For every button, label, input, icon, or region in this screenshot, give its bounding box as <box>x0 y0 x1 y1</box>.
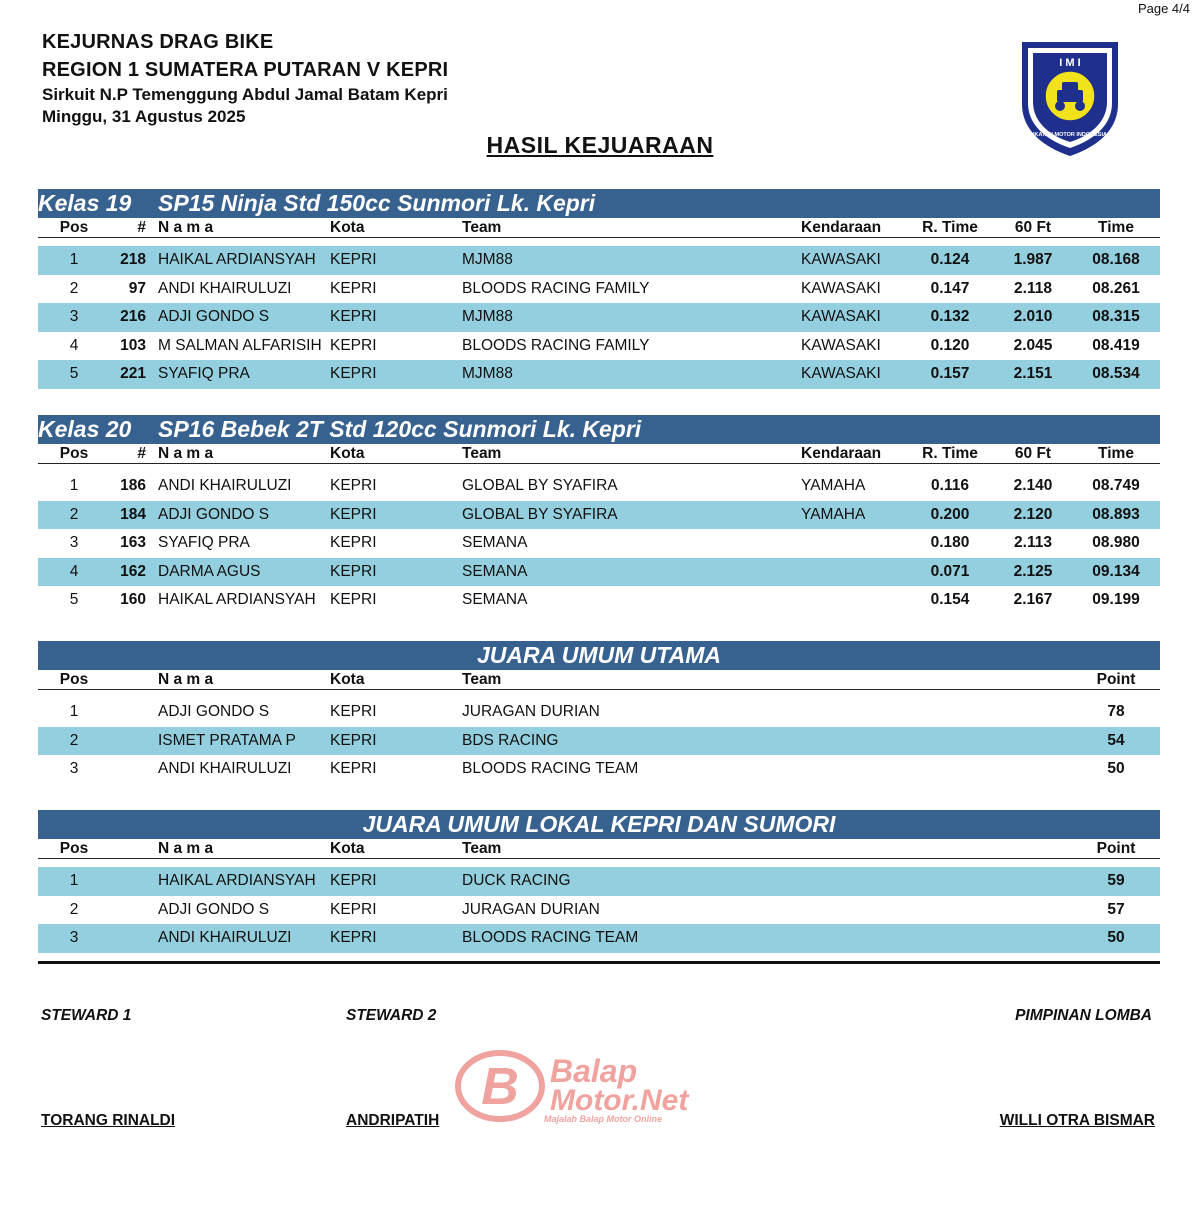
cell-nama: SYAFIQ PRA <box>158 365 250 382</box>
col-time: Time <box>1098 445 1134 462</box>
cell-time: 08.168 <box>1092 251 1140 268</box>
table-row <box>38 275 1160 304</box>
col-pos: Pos <box>59 840 89 857</box>
cell-nama: ADJI GONDO S <box>158 505 270 523</box>
table-row <box>38 360 1160 389</box>
bottom-divider <box>38 961 1160 964</box>
cell-pos: 5 <box>69 365 79 382</box>
col-number: # <box>137 219 146 236</box>
cell-team: SEMANA <box>462 534 528 551</box>
cell-60ft: 2.118 <box>1014 279 1052 297</box>
cell-number: 162 <box>120 562 146 580</box>
event-venue: Sirkuit N.P Temenggung Abdul Jamal Batam Kepri <box>42 85 448 104</box>
col-point: Point <box>1096 840 1136 857</box>
cell-kota: KEPRI <box>330 591 377 608</box>
cell-point: 50 <box>1107 929 1125 946</box>
col-pos: Pos <box>59 219 89 236</box>
cell-rtime: 0.132 <box>930 308 970 325</box>
col-60ft: 60 Ft <box>1014 219 1052 236</box>
cell-rtime: 0.124 <box>930 251 970 268</box>
watermark-line1: Balap <box>550 1053 638 1089</box>
cell-kota: KEPRI <box>330 336 377 354</box>
table-row <box>38 472 1160 501</box>
juara-umum-lokal-header <box>38 839 1160 859</box>
cell-rtime: 0.200 <box>930 505 970 523</box>
logo-ring-text: IKATAN MOTOR INDONESIA <box>1033 132 1107 138</box>
cell-kota: KEPRI <box>330 477 377 494</box>
cell-pos: 2 <box>69 731 79 749</box>
logo-top-text: I M I <box>1059 57 1081 69</box>
table-row <box>38 755 1160 784</box>
col-team: Team <box>462 840 502 857</box>
table-row <box>38 586 1160 615</box>
steward-1-label: STEWARD 1 <box>41 1007 132 1024</box>
class-19-label: Kelas 19 <box>38 190 132 216</box>
cell-nama: ADJI GONDO S <box>158 308 270 325</box>
col-team: Team <box>462 219 502 236</box>
cell-60ft: 2.120 <box>1013 505 1053 523</box>
cell-team: SEMANA <box>462 562 528 580</box>
watermark-line2: Motor.Net <box>550 1084 689 1117</box>
col-kota: Kota <box>330 445 365 462</box>
cell-nama: ADJI GONDO S <box>158 703 270 720</box>
cell-point: 78 <box>1107 703 1125 720</box>
watermark-tagline: Majalah Balap Motor Online <box>544 1114 663 1124</box>
cell-pos: 1 <box>69 477 79 494</box>
class-20-section <box>38 415 1160 615</box>
cell-pos: 4 <box>69 562 79 580</box>
class-19-name: SP15 Ninja Std 150cc Sunmori Lk. Kepri <box>158 190 596 216</box>
class-19-header <box>38 218 1160 238</box>
page-title: HASIL KEJUARAAN <box>486 132 714 158</box>
col-time: Time <box>1098 219 1134 236</box>
cell-team: GLOBAL BY SYAFIRA <box>462 505 618 523</box>
cell-kota: KEPRI <box>330 505 377 523</box>
cell-rtime: 0.120 <box>930 336 970 354</box>
cell-nama: ANDI KHAIRULUZI <box>158 760 292 777</box>
cell-60ft: 2.151 <box>1013 365 1053 382</box>
class-20-label: Kelas 20 <box>38 416 132 442</box>
cell-nama: HAIKAL ARDIANSYAH <box>158 591 316 608</box>
juara-umum-utama-title: JUARA UMUM UTAMA <box>38 641 1160 670</box>
cell-kota: KEPRI <box>330 872 377 889</box>
cell-rtime: 0.180 <box>930 534 970 551</box>
cell-time: 08.980 <box>1092 534 1140 551</box>
cell-60ft: 2.140 <box>1013 477 1053 494</box>
cell-kota: KEPRI <box>330 534 377 551</box>
cell-point: 54 <box>1107 731 1125 749</box>
cell-number: 186 <box>120 477 146 494</box>
cell-kendaraan: KAWASAKI <box>801 308 881 325</box>
cell-team: MJM88 <box>462 365 513 382</box>
col-pos: Pos <box>59 445 89 462</box>
cell-60ft: 1.987 <box>1013 251 1053 268</box>
cell-pos: 3 <box>69 308 79 325</box>
class-20-header <box>38 444 1160 464</box>
col-rtime: R. Time <box>922 219 978 236</box>
cell-time: 08.315 <box>1092 308 1140 325</box>
cell-nama: ADJI GONDO S <box>158 900 270 918</box>
col-point: Point <box>1096 671 1136 688</box>
cell-nama: ANDI KHAIRULUZI <box>158 929 292 946</box>
class-19-section <box>38 189 1160 389</box>
table-row <box>38 303 1160 332</box>
table-row <box>38 529 1160 558</box>
cell-point: 57 <box>1107 900 1125 918</box>
cell-team: BLOODS RACING FAMILY <box>462 279 650 297</box>
cell-team: JURAGAN DURIAN <box>462 703 600 720</box>
cell-pos: 2 <box>69 279 79 297</box>
steward-2-name: ANDRIPATIH <box>346 1112 440 1129</box>
cell-kendaraan: KAWASAKI <box>801 336 881 354</box>
cell-team: BLOODS RACING TEAM <box>462 929 639 946</box>
cell-nama: DARMA AGUS <box>158 562 261 580</box>
cell-number: 218 <box>120 251 146 268</box>
cell-nama: M SALMAN ALFARISIH <box>158 336 322 354</box>
col-pos: Pos <box>59 671 89 688</box>
cell-rtime: 0.071 <box>930 562 970 580</box>
event-date: Minggu, 31 Agustus 2025 <box>42 107 246 126</box>
cell-time: 09.134 <box>1092 562 1140 580</box>
table-row <box>38 246 1160 275</box>
col-nama: N a m a <box>158 219 214 236</box>
cell-kota: KEPRI <box>330 251 377 268</box>
cell-60ft: 2.010 <box>1013 308 1053 325</box>
table-row <box>38 867 1160 896</box>
cell-nama: HAIKAL ARDIANSYAH <box>158 251 316 268</box>
cell-number: 184 <box>120 505 146 523</box>
col-kota: Kota <box>330 671 365 688</box>
cell-pos: 2 <box>69 505 79 523</box>
cell-team: DUCK RACING <box>462 872 571 889</box>
pimpinan-lomba-label: PIMPINAN LOMBA <box>1015 1007 1152 1024</box>
cell-time: 09.199 <box>1092 591 1140 608</box>
cell-team: MJM88 <box>462 251 513 268</box>
cell-team: JURAGAN DURIAN <box>462 900 600 918</box>
event-region: REGION 1 SUMATERA PUTARAN V KEPRI <box>42 59 449 81</box>
cell-number: 97 <box>128 279 146 297</box>
cell-pos: 4 <box>69 336 79 354</box>
event-header <box>42 28 448 128</box>
imi-emblem-icon <box>1018 40 1122 158</box>
col-kota: Kota <box>330 840 365 857</box>
cell-kota: KEPRI <box>330 308 377 325</box>
class-20-name: SP16 Bebek 2T Std 120cc Sunmori Lk. Kepri <box>158 416 642 442</box>
cell-rtime: 0.157 <box>930 365 970 382</box>
cell-number: 163 <box>120 534 146 551</box>
cell-kota: KEPRI <box>330 760 377 777</box>
cell-number: 160 <box>120 591 146 608</box>
table-row <box>38 896 1160 925</box>
col-team: Team <box>462 671 502 688</box>
cell-kota: KEPRI <box>330 279 377 297</box>
col-60ft: 60 Ft <box>1014 445 1052 462</box>
col-kendaraan: Kendaraan <box>801 219 882 236</box>
cell-time: 08.749 <box>1092 477 1140 494</box>
cell-nama: SYAFIQ PRA <box>158 534 250 551</box>
col-kota: Kota <box>330 219 365 236</box>
table-row <box>38 501 1160 530</box>
event-title: KEJURNAS DRAG BIKE <box>42 31 274 53</box>
cell-60ft: 2.125 <box>1013 562 1053 580</box>
table-row <box>38 698 1160 727</box>
cell-60ft: 2.167 <box>1013 591 1053 608</box>
cell-pos: 1 <box>69 703 79 720</box>
col-kendaraan: Kendaraan <box>801 445 882 462</box>
cell-nama: ANDI KHAIRULUZI <box>158 279 292 297</box>
class-20-band <box>38 415 1160 444</box>
table-row <box>38 332 1160 361</box>
cell-kendaraan: KAWASAKI <box>801 279 881 297</box>
cell-rtime: 0.116 <box>931 477 969 494</box>
cell-number: 216 <box>120 308 146 325</box>
col-team: Team <box>462 445 502 462</box>
table-row <box>38 924 1160 953</box>
cell-kendaraan: YAMAHA <box>801 477 866 494</box>
cell-nama: ISMET PRATAMA P <box>158 731 296 749</box>
cell-team: SEMANA <box>462 591 528 608</box>
cell-pos: 2 <box>69 900 79 918</box>
cell-kota: KEPRI <box>330 703 377 720</box>
juara-umum-lokal-title: JUARA UMUM LOKAL KEPRI DAN SUMORI <box>38 810 1160 839</box>
steward-1-name: TORANG RINALDI <box>41 1112 176 1129</box>
cell-kota: KEPRI <box>330 900 377 918</box>
cell-rtime: 0.147 <box>930 279 970 297</box>
juara-umum-utama-section <box>38 641 1160 784</box>
pimpinan-lomba-name: WILLI OTRA BISMAR <box>999 1112 1155 1129</box>
col-nama: N a m a <box>158 671 214 688</box>
cell-time: 08.893 <box>1092 505 1140 523</box>
juara-umum-utama-header <box>38 670 1160 690</box>
cell-kendaraan: YAMAHA <box>801 505 866 523</box>
cell-team: BLOODS RACING TEAM <box>462 760 639 777</box>
col-nama: N a m a <box>158 840 214 857</box>
cell-team: MJM88 <box>462 308 513 325</box>
cell-nama: ANDI KHAIRULUZI <box>158 477 292 494</box>
cell-kendaraan: KAWASAKI <box>801 251 881 268</box>
col-number: # <box>137 445 146 462</box>
table-row <box>38 727 1160 756</box>
svg-text:B: B <box>481 1058 519 1116</box>
cell-pos: 3 <box>69 760 79 777</box>
table-row <box>38 558 1160 587</box>
cell-number: 103 <box>120 336 146 354</box>
cell-kota: KEPRI <box>330 365 377 382</box>
cell-kota: KEPRI <box>330 731 377 749</box>
balapmotor-watermark-icon <box>452 1044 752 1128</box>
cell-nama: HAIKAL ARDIANSYAH <box>158 872 316 889</box>
cell-number: 221 <box>120 365 146 382</box>
cell-60ft: 2.045 <box>1013 336 1053 354</box>
col-nama: N a m a <box>158 445 214 462</box>
cell-point: 59 <box>1107 872 1125 889</box>
cell-team: GLOBAL BY SYAFIRA <box>462 477 618 494</box>
col-rtime: R. Time <box>922 445 978 462</box>
cell-pos: 3 <box>69 534 79 551</box>
cell-60ft: 2.113 <box>1014 534 1052 551</box>
steward-2-label: STEWARD 2 <box>346 1007 437 1024</box>
cell-kendaraan: KAWASAKI <box>801 365 881 382</box>
cell-pos: 3 <box>69 929 79 946</box>
cell-kota: KEPRI <box>330 562 377 580</box>
juara-umum-lokal-section <box>38 810 1160 953</box>
cell-kota: KEPRI <box>330 929 377 946</box>
cell-time: 08.419 <box>1092 336 1140 354</box>
class-19-band <box>38 189 1160 218</box>
page-number: Page 4/4 <box>1137 1 1190 16</box>
cell-rtime: 0.154 <box>930 591 970 608</box>
cell-pos: 5 <box>69 591 79 608</box>
cell-time: 08.261 <box>1092 279 1140 297</box>
cell-team: BLOODS RACING FAMILY <box>462 336 650 354</box>
cell-point: 50 <box>1107 760 1125 777</box>
cell-pos: 1 <box>69 251 79 268</box>
cell-pos: 1 <box>69 872 79 889</box>
cell-time: 08.534 <box>1092 365 1140 382</box>
cell-team: BDS RACING <box>462 731 559 749</box>
